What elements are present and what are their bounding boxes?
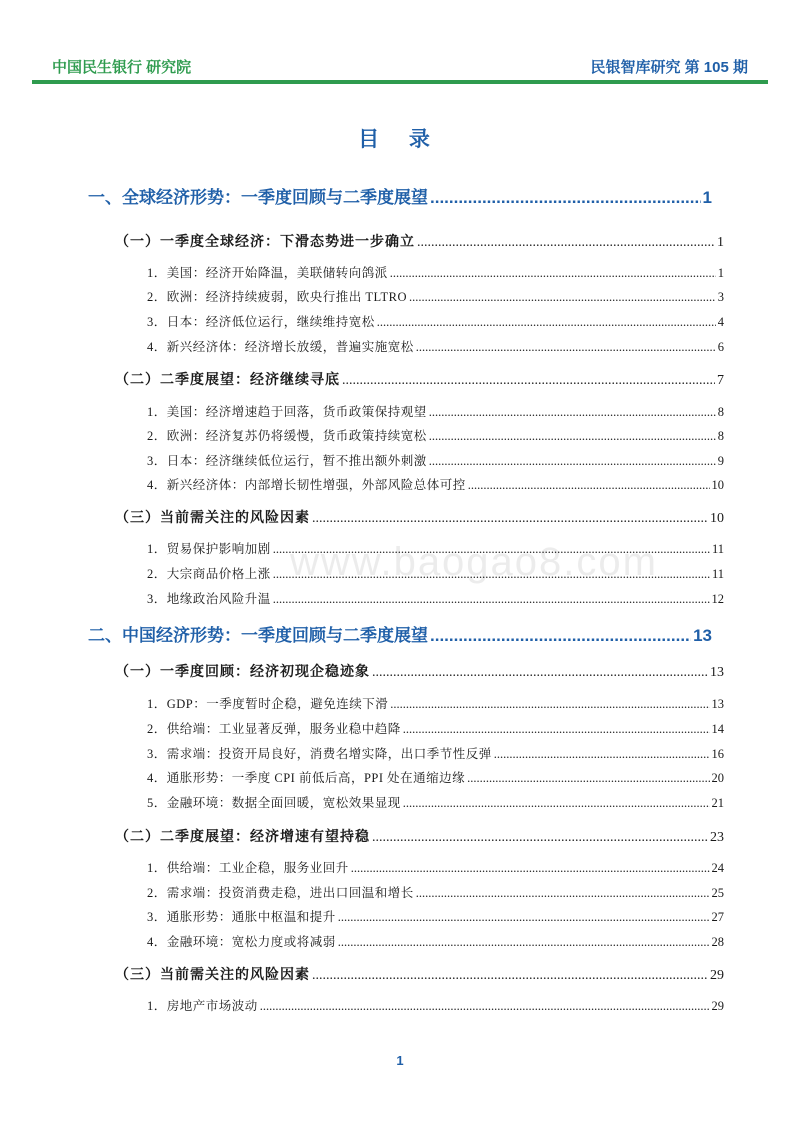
toc-entry[interactable]: [88, 183, 712, 209]
toc-entry[interactable]: [147, 883, 724, 901]
toc-entry-label: 1．房地产市场波动: [147, 999, 258, 1013]
toc-leader-dots: [494, 747, 710, 762]
toc-entry-label: 4．金融环境：宽松力度或将减弱: [147, 935, 336, 949]
toc-entry[interactable]: [147, 793, 724, 811]
toc-entry-page: 11: [711, 542, 724, 556]
toc-entry-label: 3．日本：经济低位运行，继续维持宽松: [147, 315, 375, 329]
page-number: 1: [396, 1053, 404, 1068]
toc-entry[interactable]: [147, 451, 724, 469]
toc-entry-page: 23: [710, 830, 724, 845]
toc-entry[interactable]: [147, 337, 724, 355]
toc-leader-dots: [260, 999, 710, 1014]
toc-entry-page: 6: [717, 340, 724, 354]
toc-entry-page: 29: [711, 999, 724, 1013]
toc-entry[interactable]: [147, 426, 724, 444]
toc-entry[interactable]: [147, 719, 724, 737]
header-institution: 中国民生银行 研究院: [52, 59, 192, 76]
toc-entry[interactable]: [147, 932, 724, 950]
toc-entry-label: 5．金融环境：数据全面回暖，宽松效果显现: [147, 796, 401, 810]
toc-entry[interactable]: [115, 661, 724, 681]
toc-entry-page: 8: [717, 405, 724, 419]
toc-entry-label: 3．地缘政治风险升温: [147, 592, 271, 606]
toc-leader-dots: [338, 935, 710, 950]
toc-entry-label: 4．通胀形势：一季度 CPI 前低后高，PPI 处在通缩边缘: [147, 771, 466, 785]
toc-entry[interactable]: [147, 475, 724, 493]
toc-entry[interactable]: [147, 402, 724, 420]
toc-entry-label: 1．贸易保护影响加剧: [147, 542, 271, 556]
toc-entry[interactable]: [147, 768, 724, 786]
toc-leader-dots: [417, 235, 715, 251]
toc-entry[interactable]: [115, 369, 724, 389]
toc-leader-dots: [338, 910, 710, 925]
toc-entry[interactable]: [147, 744, 724, 762]
toc-entry-page: 13: [711, 697, 724, 711]
toc-entry-label: 3．需求端：投资开局良好，消费名增实降，出口季节性反弹: [147, 747, 492, 761]
toc-entry-page: 12: [711, 592, 724, 606]
toc-entry-label: 2．需求端：投资消费走稳，进出口回温和增长: [147, 886, 414, 900]
toc-entry-page: 13: [710, 665, 724, 680]
toc-entry-page: 1: [702, 188, 712, 207]
toc-leader-dots: [273, 542, 710, 557]
toc-entry-page: 1: [717, 266, 724, 280]
toc-leader-dots: [312, 511, 708, 527]
toc-entry[interactable]: [147, 858, 724, 876]
page-title: 目 录: [358, 128, 442, 151]
toc-leader-dots: [377, 315, 716, 330]
toc-entry-label: 1．供给端：工业企稳，服务业回升: [147, 861, 349, 875]
toc-leader-dots: [312, 968, 708, 984]
toc-entry-page: 28: [711, 935, 724, 949]
toc-leader-dots: [429, 429, 716, 444]
toc-entry[interactable]: [115, 826, 724, 846]
toc-leader-dots: [430, 188, 701, 208]
toc-leader-dots: [416, 886, 710, 901]
toc-entry-label: 1．美国：经济开始降温，美联储转向鸽派: [147, 266, 388, 280]
toc-leader-dots: [409, 290, 716, 305]
toc-entry-page: 29: [710, 968, 724, 983]
toc-entry-label: 1．美国：经济增速趋于回落，货币政策保持观望: [147, 405, 427, 419]
toc-entry[interactable]: [147, 694, 724, 712]
toc-entry-label: （一）一季度全球经济：下滑态势进一步确立: [115, 235, 415, 250]
toc-entry-label: （三）当前需关注的风险因素: [115, 511, 310, 526]
toc-entry-page: 25: [711, 886, 724, 900]
toc-entry-label: 2．欧洲：经济持续疲弱，欧央行推出 TLTRO: [147, 290, 407, 304]
toc-leader-dots: [403, 722, 710, 737]
toc-entry-label: 3．日本：经济继续低位运行，暂不推出额外刺激: [147, 454, 427, 468]
toc-entry-label: 3．通胀形势：通胀中枢温和提升: [147, 910, 336, 924]
toc-entry-label: （三）当前需关注的风险因素: [115, 968, 310, 983]
toc-entry-label: （二）二季度展望：经济增速有望持稳: [115, 830, 370, 845]
toc-entry-page: 13: [693, 626, 712, 645]
toc-entry-page: 21: [711, 796, 724, 810]
toc-entry[interactable]: [115, 507, 724, 527]
toc-entry[interactable]: [147, 539, 724, 557]
toc-leader-dots: [273, 567, 710, 582]
toc-entry-label: （二）二季度展望：经济继续寻底: [115, 373, 340, 388]
toc-entry[interactable]: [147, 589, 724, 607]
toc-leader-dots: [342, 373, 715, 389]
toc-entry-label: 4．新兴经济体：经济增长放缓，普遍实施宽松: [147, 340, 414, 354]
toc-entry-label: （一）一季度回顾：经济初现企稳迹象: [115, 665, 370, 680]
toc-entry-label: 4．新兴经济体：内部增长韧性增强，外部风险总体可控: [147, 478, 466, 492]
toc-entry[interactable]: [147, 263, 724, 281]
toc-entry[interactable]: [147, 564, 724, 582]
toc-entry-page: 9: [717, 454, 724, 468]
toc-entry-page: 24: [711, 861, 724, 875]
watermark: www.baogao8.com: [290, 540, 658, 584]
toc-entry-page: 14: [711, 722, 724, 736]
toc-entry-page: 27: [711, 910, 724, 924]
toc-entry-page: 8: [717, 429, 724, 443]
toc-leader-dots: [403, 796, 710, 811]
toc-leader-dots: [468, 478, 710, 493]
toc-entry-label: 二、中国经济形势：一季度回顾与二季度展望: [88, 626, 428, 645]
toc-entry-label: 2．大宗商品价格上涨: [147, 567, 271, 581]
toc-leader-dots: [429, 405, 716, 420]
toc-entry-page: 4: [717, 315, 724, 329]
toc-leader-dots: [467, 771, 709, 786]
toc-leader-dots: [416, 340, 716, 355]
toc-leader-dots: [429, 454, 716, 469]
toc-entry-label: 一、全球经济形势：一季度回顾与二季度展望: [88, 188, 428, 207]
toc-entry[interactable]: [147, 996, 724, 1014]
toc-leader-dots: [351, 861, 710, 876]
toc-entry-label: 2．供给端：工业显著反弹，服务业稳中趋降: [147, 722, 401, 736]
toc-entry[interactable]: [147, 907, 724, 925]
toc-leader-dots: [430, 626, 691, 646]
toc-entry-label: 1．GDP：一季度暂时企稳，避免连续下滑: [147, 697, 389, 711]
toc-entry-page: 20: [711, 771, 724, 785]
toc-entry[interactable]: [147, 312, 724, 330]
toc-entry-page: 1: [717, 235, 724, 250]
toc-entry[interactable]: [115, 964, 724, 984]
toc-entry[interactable]: [88, 621, 712, 647]
toc-entry-label: 2．欧洲：经济复苏仍将缓慢，货币政策持续宽松: [147, 429, 427, 443]
toc-leader-dots: [390, 697, 709, 712]
toc-entry-page: 11: [711, 567, 724, 581]
toc-entry-page: 3: [717, 290, 724, 304]
toc-leader-dots: [273, 592, 710, 607]
toc-leader-dots: [372, 830, 708, 846]
toc-leader-dots: [372, 665, 708, 681]
toc-entry[interactable]: [115, 231, 724, 251]
header-issue: 民银智库研究 第 105 期: [590, 59, 748, 76]
toc-entry[interactable]: [147, 287, 724, 305]
toc-leader-dots: [390, 266, 716, 281]
toc-entry-page: 10: [710, 511, 724, 526]
toc-entry-page: 16: [711, 747, 724, 761]
toc-entry-page: 10: [711, 478, 724, 492]
toc-entry-page: 7: [717, 373, 724, 388]
